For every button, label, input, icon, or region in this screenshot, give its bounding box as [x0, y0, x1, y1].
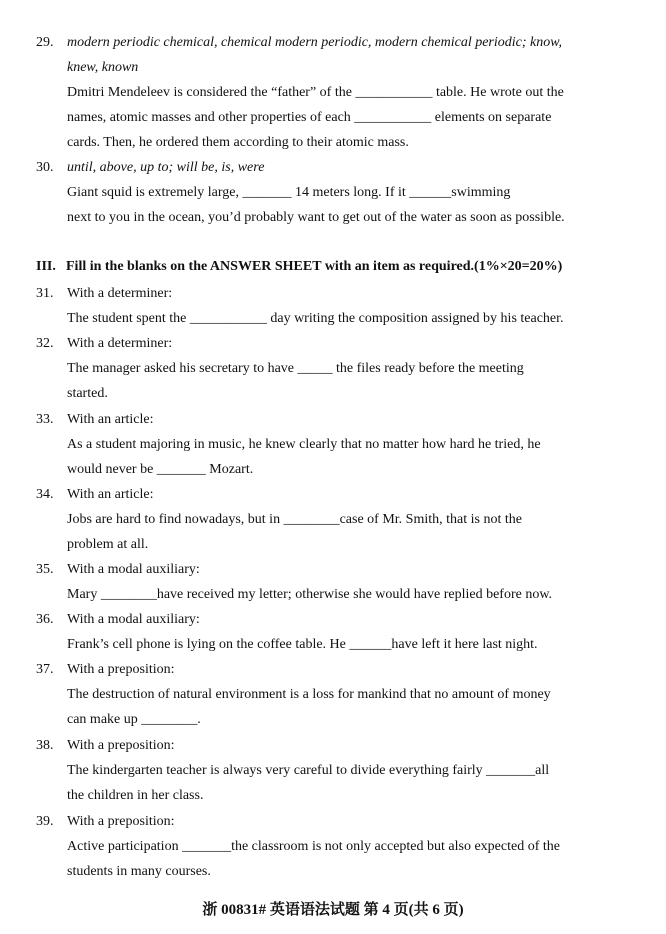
section-numeral: III.	[36, 259, 56, 274]
question-text: the children in her class.	[67, 788, 204, 803]
question-number: 38.	[36, 738, 54, 753]
section-title: Fill in the blanks on the ANSWER SHEET with an item as required.(1%×20=20%)	[66, 259, 563, 274]
question-instruction: With a determiner:	[67, 286, 173, 301]
question-37	[36, 657, 626, 732]
question-text: names, atomic masses and other properties of each ___________ elements on separate	[67, 110, 552, 125]
question-text: Dmitri Mendeleev is considered the “father” of the ___________ table. He wrote out the	[67, 85, 564, 100]
question-instruction: With a preposition:	[67, 814, 175, 829]
word-options: until, above, up to; will be, is, were	[67, 160, 265, 175]
question-number: 35.	[36, 562, 54, 577]
question-number: 30.	[36, 160, 54, 175]
question-number: 31.	[36, 286, 54, 301]
word-options: modern periodic chemical, chemical modern periodic, modern chemical periodic; know,	[67, 35, 563, 50]
question-33	[36, 407, 626, 482]
question-text: Active participation _______the classroom is not only accepted but also expected of the	[67, 839, 560, 854]
question-text: Giant squid is extremely large, _______ 14 meters long. If it ______swimming	[67, 185, 511, 200]
question-number: 36.	[36, 612, 54, 627]
question-text: students in many courses.	[67, 864, 211, 879]
question-text: problem at all.	[67, 537, 149, 552]
question-32	[36, 331, 626, 406]
question-text: can make up ________.	[67, 712, 201, 727]
question-text: next to you in the ocean, you’d probably want to get out of the water as soon as possible.	[67, 210, 565, 225]
word-options: knew, known	[67, 60, 139, 75]
question-36	[36, 607, 626, 657]
question-30	[36, 155, 626, 230]
question-39	[36, 809, 626, 884]
section-heading	[36, 256, 630, 278]
question-29	[36, 30, 626, 155]
question-number: 33.	[36, 412, 54, 427]
question-text: As a student majoring in music, he knew clearly that no matter how hard he tried, he	[67, 437, 541, 452]
question-text: The student spent the ___________ day writing the composition assigned by his teacher.	[67, 311, 564, 326]
question-text: would never be _______ Mozart.	[67, 462, 254, 477]
question-instruction: With a preposition:	[67, 738, 175, 753]
question-34	[36, 482, 626, 557]
question-instruction: With an article:	[67, 412, 154, 427]
question-instruction: With an article:	[67, 487, 154, 502]
page-footer: 浙 00831# 英语语法试题 第 4 页(共 6 页)	[202, 902, 464, 918]
question-number: 39.	[36, 814, 54, 829]
question-instruction: With a modal auxiliary:	[67, 562, 200, 577]
question-text: Frank’s cell phone is lying on the coffee table. He ______have left it here last night.	[67, 637, 538, 652]
question-text: The kindergarten teacher is always very careful to divide everything fairly _______all	[67, 763, 550, 778]
question-text: Jobs are hard to find nowadays, but in ________case of Mr. Smith, that is not the	[67, 512, 522, 527]
question-number: 37.	[36, 662, 54, 677]
question-number: 34.	[36, 487, 54, 502]
question-text: Mary ________have received my letter; otherwise she would have replied before now.	[67, 587, 553, 602]
question-number: 32.	[36, 336, 54, 351]
question-number: 29.	[36, 35, 54, 50]
question-text: cards. Then, he ordered them according to their atomic mass.	[67, 135, 409, 150]
question-instruction: With a determiner:	[67, 336, 173, 351]
question-instruction: With a modal auxiliary:	[67, 612, 200, 627]
question-text: The destruction of natural environment is a loss for mankind that no amount of money	[67, 687, 551, 702]
question-38	[36, 733, 626, 808]
question-35	[36, 557, 626, 607]
question-text: started.	[67, 386, 108, 401]
question-instruction: With a preposition:	[67, 662, 175, 677]
question-text: The manager asked his secretary to have _____ the files ready before the meeting	[67, 361, 524, 376]
question-31	[36, 281, 626, 331]
